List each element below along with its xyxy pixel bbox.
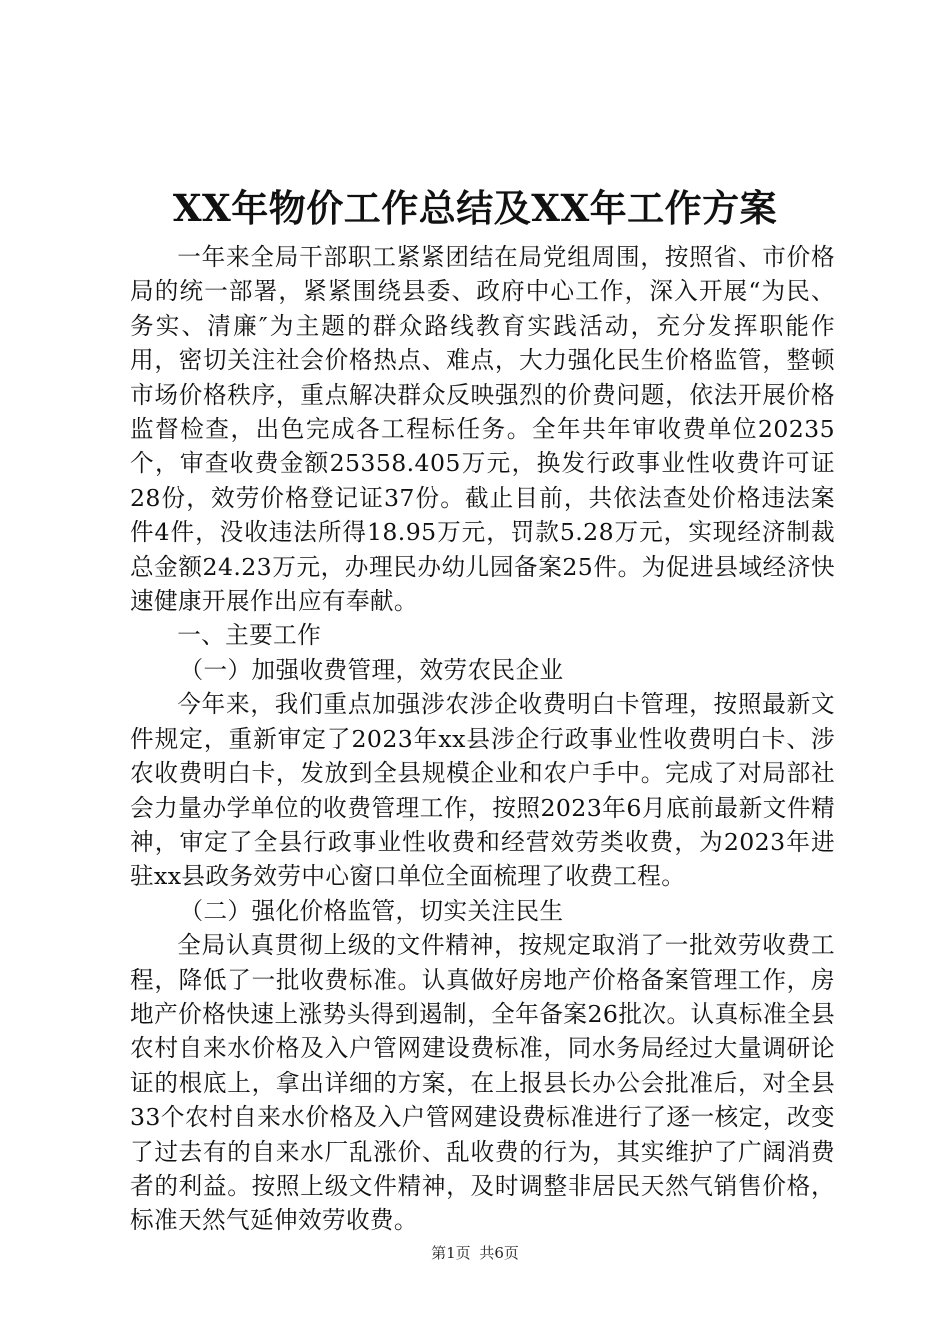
subsection-heading-2: （二）强化价格监管，切实关注民生 (179, 896, 564, 925)
page-number: 第1页 (431, 1244, 471, 1262)
document-title: XX年物价工作总结及XX年工作方案 (172, 186, 778, 230)
intro-paragraph: 一年来全局干部职工紧紧团结在局党组周围，按照省、市价格局的统一部署，紧紧围绕县委、政府中心工作，深入开展“为民、务实、清廉″为主题的群众路线教育实践活动，充分发挥职能作用，密切关注社会价格热点、难点，大力强化民生价格监管，整顿市场价格秩序，重点解决群众反映强烈的价费问题，依法开展价格监督检查，出色完成各工程标任务。全年共年审收费单位20235个，审查收费金额25358.405万元，换发行政事业性收费许可证28份，效劳价格登记证37份。截止目前，共依法查处价格违法案件4件，没收违法所得18.95万元，罚款5.28万元，实现经济制裁总金额24.23万元，办理民办幼儿园备案25件。为促进县域经济快速健康开展作出应有奉献。 (130, 243, 835, 616)
subsection-2-paragraph: 全局认真贯彻上级的文件精神，按规定取消了一批效劳收费工程，降低了一批收费标准。认真做好房地产价格备案管理工作，房地产价格快速上涨势头得到遏制，全年备案26批次。认真标准全县农村自来水价格及入户管网建设费标准，同水务局经过大量调研论证的根底上，拿出详细的方案，在上报县长办公会批准后，对全县33个农村自来水价格及入户管网建设费标准进行了逐一核定，改变了过去有的自来水厂乱涨价、乱收费的行为，其实维护了广阔消费者的利益。按照上级文件精神，及时调整非居民天然气销售价格，标准天然气延伸效劳收费。 (130, 931, 835, 1235)
page-total: 共6页 (479, 1244, 519, 1262)
section-heading-main-work: 一、主要工作 (177, 621, 322, 650)
subsection-heading-1: （一）加强收费管理，效劳农民企业 (179, 655, 564, 684)
subsection-1-paragraph: 今年来，我们重点加强涉农涉企收费明白卡管理，按照最新文件规定，重新审定了2023年xx县涉企行政事业性收费明白卡、涉农收费明白卡，发放到全县规模企业和农户手中。完成了对局部社会力量办学单位的收费管理工作，按照2023年6月底前最新文件精神，审定了全县行政事业性收费和经营效劳类收费，为2023年进驻xx县政务效劳中心窗口单位全面梳理了收费工程。 (130, 690, 835, 891)
page-footer (0, 1243, 950, 1263)
document-body (130, 240, 835, 1238)
